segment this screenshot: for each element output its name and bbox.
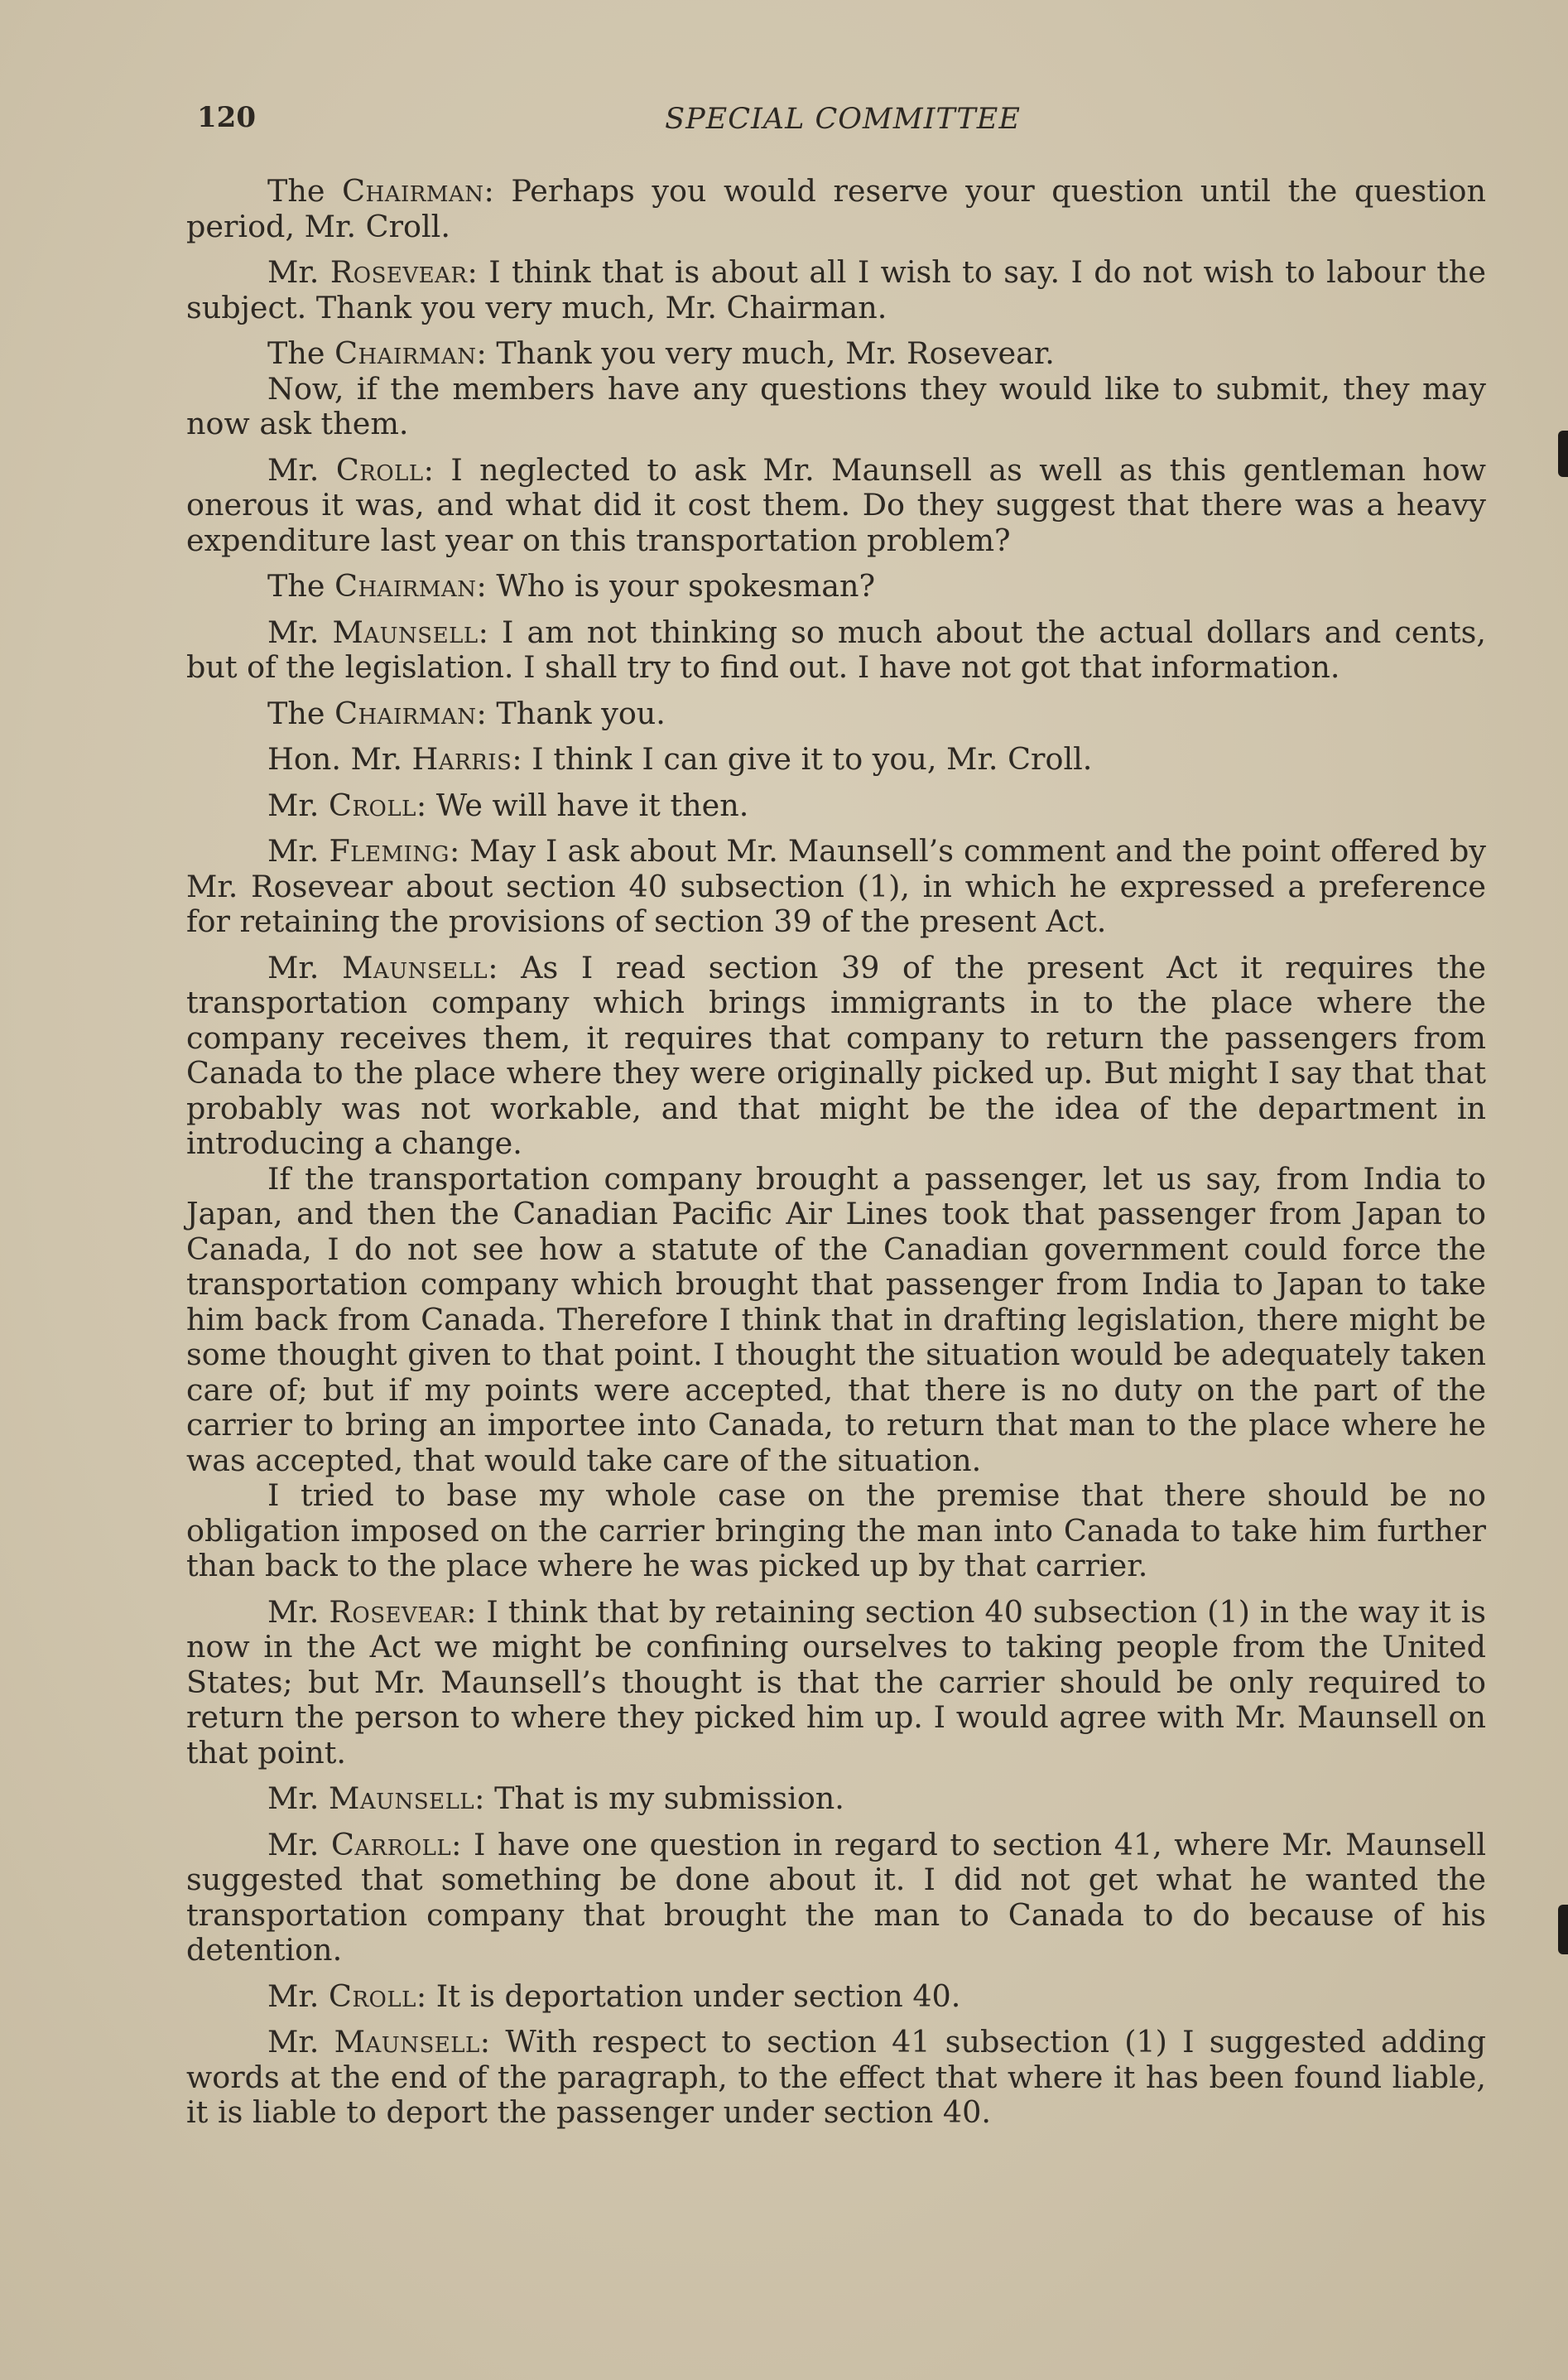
speaker-name: Croll <box>329 1978 416 2014</box>
speaker-paragraph: Mr. Croll: We will have it then. <box>267 787 749 823</box>
paragraph-text: It is deportation under section 40. <box>435 1978 961 2014</box>
paragraph-text: I am not thinking so much about the actual dollars and cents, but of the legislation. I shall try to find out. I have not got that information. <box>186 614 1486 685</box>
speaker-name: Carroll <box>330 1826 452 1862</box>
speaker-name: Chairman <box>334 335 477 371</box>
paragraph-text: With respect to section 41 subsection (1) I suggested adding words at the end of the paragraph, to the effect that where it has been found liable, it is liable to deport the passenger under section 40. <box>186 2024 1486 2130</box>
speaker-paragraph: Mr. Maunsell: That is my submission. <box>267 1780 844 1816</box>
speaker-paragraph: Hon. Mr. Harris: I think I can give it to you, Mr. Croll. <box>267 741 1093 777</box>
speaker-prefix: The <box>267 568 325 604</box>
speaker-prefix: The <box>267 173 325 209</box>
speaker-paragraph: Mr. Maunsell: I am not thinking so much about the actual dollars and cents, but of the legislation. I shall try to find out. I have not got that information. <box>186 614 1486 685</box>
speaker-prefix: Mr. <box>267 949 320 985</box>
speaker-prefix: Mr. <box>267 254 320 290</box>
speaker-prefix: Mr. <box>267 1826 320 1862</box>
speaker-prefix: Mr. <box>267 1593 320 1630</box>
speaker-prefix: The <box>267 695 325 731</box>
speaker-paragraph: Mr. Carroll: I have one question in regard to section 41, where Mr. Maunsell suggested that something be done about it. I did not get what he wanted the transportation company that brought the man to Canada to do because of his detention. <box>186 1826 1487 1968</box>
speaker-paragraph: The Chairman: Perhaps you would reserve your question until the question period, Mr. Croll. <box>186 173 1486 244</box>
speaker-name: Harris <box>411 741 512 777</box>
continuation-paragraph <box>186 1478 1486 1584</box>
paragraph-text: I tried to base my whole case on the premise that there should be no obligation imposed on the carrier bringing the man into Canada to take him further than back to the place where he was picked up by that carrier. <box>186 1477 1486 1583</box>
speaker-name: Rosevear <box>329 254 468 290</box>
paragraph-text: That is my submission. <box>494 1780 844 1816</box>
paragraph-text: I think that by retaining section 40 subsection (1) in the way it is now in the Act we might be confining ourselves to taking people from the United States; but Mr. Maunsell’s thought is that the carrier should be only required to return the person to where they picked him up. I would agree with Mr. Maunsell on that point. <box>186 1593 1487 1771</box>
paragraph-text: I think I can give it to you, Mr. Croll. <box>531 741 1093 777</box>
speaker-prefix: Mr. <box>267 451 320 488</box>
paragraph-text: If the transportation company brought a passenger, let us say, from India to Japan, and then the Canadian Pacific Air Lines took that passenger from Japan to Canada, I do not see how a statute of the Canadian government could force the transportation company which brought that passenger from India to Japan to take him back from Canada. Therefore I think that in drafting legislation, there might be some thought given to that point. I thought the situation would be adequately taken care of; but if my points were accepted, that there is no duty on the part of the carrier to bring an importee into Canada, to return that man to the place where he was accepted, that would take care of the situation. <box>186 1160 1486 1478</box>
speaker-paragraph: Mr. Croll: I neglected to ask Mr. Maunsell as well as this gentleman how onerous it was, and what did it cost them. Do they suggest that there was a heavy expenditure last year on this transportation problem? <box>186 451 1487 558</box>
paragraph-text: I neglected to ask Mr. Maunsell as well as this gentleman how onerous it was, and what did it cost them. Do they suggest that there was a heavy expenditure last year on this transportation problem? <box>186 451 1487 558</box>
binding-mark <box>1558 1905 1568 1954</box>
page-header <box>197 101 1489 151</box>
continuation-paragraph <box>186 372 1486 442</box>
speaker-paragraph: Mr. Fleming: May I ask about Mr. Maunsell’s comment and the point offered by Mr. Rosevear about section 40 subsection (1), in which he expressed a preference for retaining the provisions of section 39 of the present Act. <box>186 833 1487 939</box>
speaker-name: Croll <box>329 787 416 823</box>
paragraph-text: Who is your spokesman? <box>496 568 876 604</box>
paragraph-text: As I read section 39 of the present Act it requires the transportation company which brings immigrants in to the place where the company receives them, it requires that company to return the passengers from Canada to the place where they were originally picked up. But might I say that that probably was not workable, and that might be the idea of the department in introducing a change. <box>186 949 1486 1161</box>
paragraph-text: Thank you. <box>496 695 666 731</box>
speaker-name: Maunsell <box>342 949 488 985</box>
speaker-prefix: Mr. <box>267 614 320 650</box>
speaker-prefix: Mr. <box>267 1780 320 1816</box>
speaker-name: Fleming <box>329 833 450 869</box>
speaker-prefix: The <box>267 335 325 371</box>
speaker-paragraph: Mr. Rosevear: I think that by retaining section 40 subsection (1) in the way it is now in the Act we might be confining ourselves to taking people from the United States; but Mr. Maunsell’s thought is that the carrier should be only required to return the person to where they picked him up. I would agree with Mr. Maunsell on that point. <box>186 1593 1487 1771</box>
speaker-name: Chairman <box>334 695 477 731</box>
speaker-name: Rosevear <box>329 1593 467 1630</box>
speaker-paragraph: Mr. Croll: It is deportation under section 40. <box>267 1978 961 2014</box>
speaker-paragraph: The Chairman: Who is your spokesman? <box>267 568 876 604</box>
speaker-name: Maunsell <box>332 614 479 650</box>
paragraph-text: Perhaps you would reserve your question until the question period, Mr. Croll. <box>186 173 1486 244</box>
speaker-name: Croll <box>335 451 424 488</box>
speaker-prefix: Mr. <box>267 833 320 869</box>
transcript-body <box>186 174 1486 2142</box>
paragraph-text: We will have it then. <box>435 787 749 823</box>
speaker-paragraph: Mr. Maunsell: As I read section 39 of the present Act it requires the transportation company which brings immigrants in to the place where the company receives them, it requires that company to return the passengers from Canada to the place where they were originally picked up. But might I say that that probably was not workable, and that might be the idea of the department in introducing a change. <box>186 949 1486 1161</box>
speaker-paragraph: Mr. Maunsell: With respect to section 41 subsection (1) I suggested adding words at the end of the paragraph, to the effect that where it has been found liable, it is liable to deport the passenger under section 40. <box>186 2024 1486 2130</box>
speaker-prefix: Mr. <box>267 787 320 823</box>
paragraph-text: Thank you very much, Mr. Rosevear. <box>496 335 1055 371</box>
speaker-name: Chairman <box>342 173 484 209</box>
speaker-prefix: Mr. <box>267 1978 320 2014</box>
speaker-paragraph: The Chairman: Thank you. <box>267 695 666 731</box>
paragraph-text: I have one question in regard to section 41, where Mr. Maunsell suggested that something be done about it. I did not get what he wanted the transportation company that brought the man to Canada to do because of his detention. <box>186 1826 1487 1968</box>
speaker-paragraph: The Chairman: Thank you very much, Mr. Rosevear. <box>267 335 1055 371</box>
continuation-paragraph <box>186 1162 1486 1479</box>
paragraph-text: I think that is about all I wish to say. I do not wish to labour the subject. Thank you very much, Mr. Chairman. <box>186 254 1486 325</box>
speaker-prefix: Mr. <box>267 2024 320 2060</box>
speaker-paragraph: Mr. Rosevear: I think that is about all I wish to say. I do not wish to labour the subject. Thank you very much, Mr. Chairman. <box>186 254 1486 325</box>
speaker-name: Maunsell <box>329 1780 475 1816</box>
page-number: 120 <box>197 101 256 134</box>
paragraph-text: May I ask about Mr. Maunsell’s comment and the point offered by Mr. Rosevear about section 40 subsection (1), in which he expressed a preference for retaining the provisions of section 39 of the present Act. <box>186 833 1487 939</box>
speaker-name: Maunsell <box>334 2024 480 2060</box>
speaker-name: Chairman <box>334 568 477 604</box>
paragraph-text: Now, if the members have any questions they would like to submit, they may now ask them. <box>186 370 1486 441</box>
binding-mark <box>1558 431 1568 477</box>
speaker-prefix: Hon. Mr. <box>267 741 402 777</box>
running-head: SPECIAL COMMITTEE <box>665 103 1021 136</box>
